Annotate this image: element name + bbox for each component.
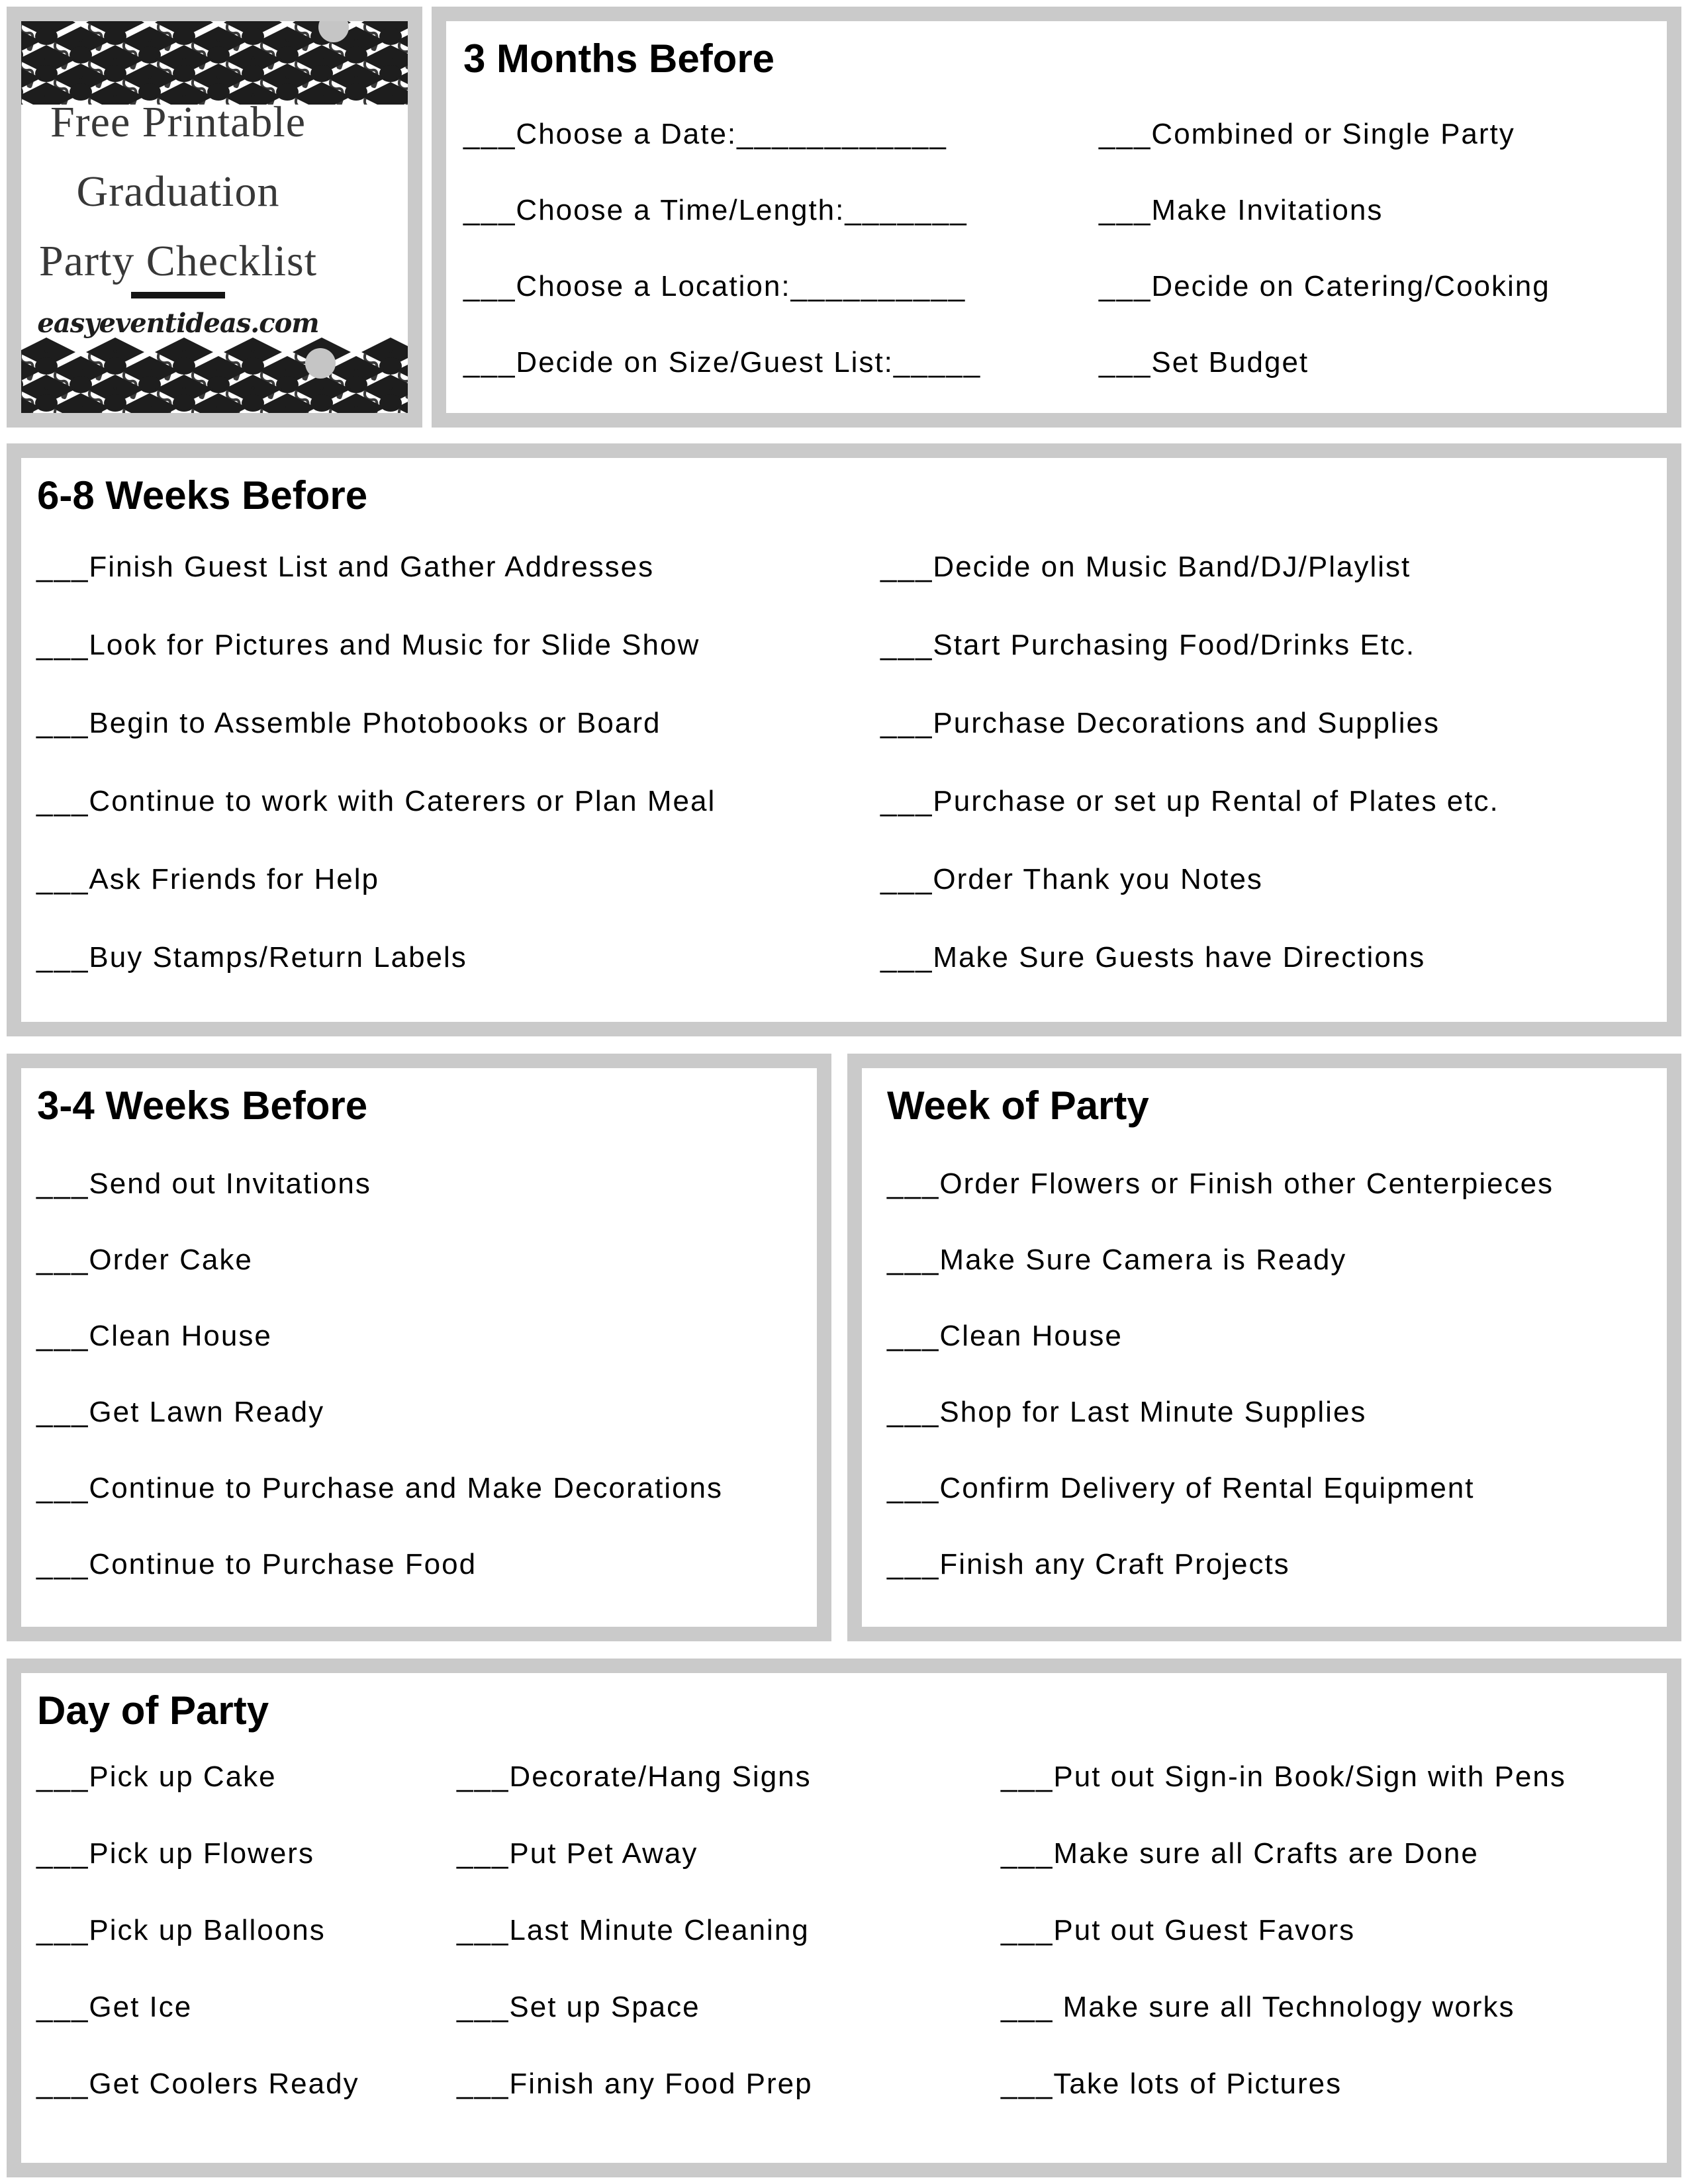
checklist-item: ___Decorate/Hang Signs: [457, 1760, 812, 1793]
checklist: [862, 1169, 1667, 1579]
logo-text-block: [21, 87, 335, 339]
graduation-cap-icon: [359, 82, 408, 105]
logo-title-line1: Free Printable: [50, 98, 306, 146]
graduation-cap-icon: [187, 393, 256, 413]
columns: [446, 81, 1667, 377]
checklist-item: ___Pick up Cake: [36, 1760, 277, 1793]
checklist-item: ___Purchase Decorations and Supplies: [880, 707, 1440, 739]
section-title: Week of Party: [887, 1083, 1149, 1128]
column-1: [36, 1733, 457, 2099]
graduation-cap-icon: [118, 393, 187, 413]
section-day-of-party: [7, 1659, 1681, 2177]
checklist-item: ___Finish any Craft Projects: [887, 1548, 1290, 1580]
section-week-of-party: [847, 1054, 1681, 1641]
checklist-item: ___Make Sure Guests have Directions: [880, 941, 1426, 974]
checklist-item: ___Pick up Balloons: [36, 1914, 326, 1946]
checklist-item: ___Pick up Flowers: [36, 1837, 314, 1870]
graduation-cap-icon: [324, 393, 393, 413]
logo-card: [7, 7, 422, 428]
checklist-item: ___Decide on Catering/Cooking: [1099, 270, 1550, 302]
checklist-item: ___Put Pet Away: [457, 1837, 698, 1870]
graduation-cap-icon: [21, 393, 49, 413]
section-title: 6-8 Weeks Before: [37, 473, 368, 518]
checklist-item: ___Confirm Delivery of Rental Equipment: [887, 1472, 1475, 1504]
checklist-item: ___Choose a Time/Length:_______: [463, 194, 968, 226]
checklist-item: ___Order Thank you Notes: [880, 863, 1263, 895]
checklist-item: ___Decide on Music Band/DJ/Playlist: [880, 551, 1411, 583]
checklist-item: ___Continue to work with Caterers or Plan Meal: [36, 785, 716, 817]
column-3: [1001, 1733, 1667, 2099]
column-right: [1099, 81, 1667, 377]
columns: [21, 518, 1667, 972]
cap-pattern-bottom: [21, 338, 408, 413]
section-3-4-weeks-before: [7, 1054, 831, 1641]
checklist-item: ___Ask Friends for Help: [36, 863, 379, 895]
checklist-item: ___Put out Sign-in Book/Sign with Pens: [1001, 1760, 1566, 1793]
logo-title-line3: Party Checklist: [38, 237, 318, 285]
columns: [21, 1733, 1667, 2099]
column-left: [463, 81, 1099, 377]
checklist-item: ___Combined or Single Party: [1099, 118, 1515, 150]
checklist-item: ___Put out Guest Favors: [1001, 1914, 1356, 1946]
checklist-item: ___Continue to Purchase and Make Decorations: [36, 1472, 724, 1504]
logo-title-line2: Graduation: [76, 167, 280, 216]
checklist-item: ___Take lots of Pictures: [1001, 2068, 1342, 2100]
checklist-item: ___Make sure all Crafts are Done: [1001, 1837, 1479, 1870]
checklist-item: ___Buy Stamps/Return Labels: [36, 941, 467, 974]
checklist-item: ___Shop for Last Minute Supplies: [887, 1396, 1367, 1428]
checklist-item: ___Get Lawn Ready: [36, 1396, 325, 1428]
section-6-8-weeks-before: [7, 443, 1681, 1036]
checklist-item: ___Get Ice: [36, 1991, 193, 2023]
checklist-item: ___Choose a Location:__________: [463, 270, 966, 302]
checklist: [21, 1169, 817, 1579]
graduation-cap-icon: [393, 393, 408, 413]
checklist-item: ___Make Sure Camera is Ready: [887, 1244, 1347, 1276]
section-title: 3-4 Weeks Before: [37, 1083, 368, 1128]
checklist-item: ___Purchase or set up Rental of Plates etc.: [880, 785, 1499, 817]
checklist-item: ___Begin to Assemble Photobooks or Board: [36, 707, 661, 739]
checklist-item: ___Continue to Purchase Food: [36, 1548, 477, 1580]
graduation-cap-icon: [49, 393, 118, 413]
logo-card-inner: [21, 21, 408, 413]
section-title: Day of Party: [37, 1688, 269, 1733]
checklist-item: ___Get Coolers Ready: [36, 2068, 359, 2100]
checklist-item: ___Look for Pictures and Music for Slide Show: [36, 629, 700, 661]
section-3-months-before: [432, 7, 1681, 428]
checklist-item: ___Decide on Size/Guest List:_____: [463, 346, 982, 379]
decorative-dot-bottom: [305, 348, 336, 379]
checklist-item: ___Set Budget: [1099, 346, 1309, 379]
section-title: 3 Months Before: [463, 36, 775, 81]
checklist-item: ___ Make sure all Technology works: [1001, 1991, 1515, 2023]
checklist-item: ___Set up Space: [457, 1991, 700, 2023]
checklist-item: ___Make Invitations: [1099, 194, 1383, 226]
checklist-item: ___Finish Guest List and Gather Addresses: [36, 551, 655, 583]
graduation-cap-icon: [256, 393, 324, 413]
column-2: [457, 1733, 1001, 2099]
checklist-item: ___Clean House: [887, 1320, 1123, 1352]
website-text: easyeventideas.com: [37, 308, 319, 339]
checklist-item: ___Send out Invitations: [36, 1167, 371, 1200]
column-left: [36, 518, 880, 972]
checklist-item: ___Order Cake: [36, 1244, 253, 1276]
checklist-item: ___Last Minute Cleaning: [457, 1914, 810, 1946]
checklist-item: ___Choose a Date:____________: [463, 118, 947, 150]
checklist-item: ___Start Purchasing Food/Drinks Etc.: [880, 629, 1416, 661]
checklist-item: ___Finish any Food Prep: [457, 2068, 813, 2100]
checklist-item: ___Clean House: [36, 1320, 272, 1352]
column-right: [880, 518, 1667, 972]
decorative-dot-top: [318, 12, 349, 42]
checklist-item: ___Order Flowers or Finish other Centerpieces: [887, 1167, 1554, 1200]
